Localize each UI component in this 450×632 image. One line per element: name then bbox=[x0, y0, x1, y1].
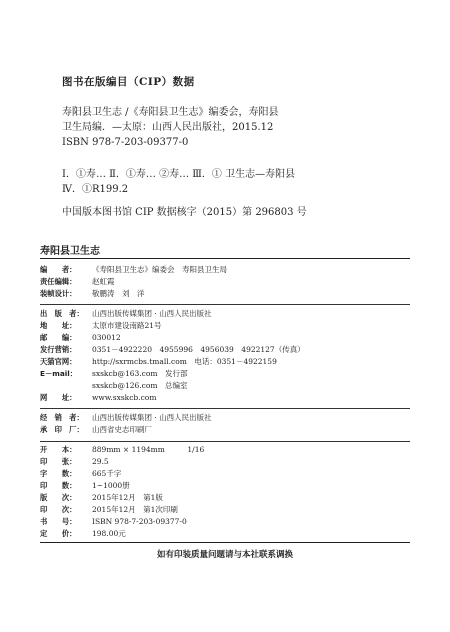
publisher-row: 邮 编： 030012 bbox=[40, 333, 121, 342]
spec-row: 书 号： ISBN 978-7-203-09377-0 bbox=[40, 517, 187, 526]
cip-class-line: Ⅰ．①寿… Ⅱ．①寿… ②寿… Ⅲ．① 卫生志—寿阳县 bbox=[62, 169, 296, 180]
spec-row: 版 次： 2015年12月 第1版 bbox=[40, 493, 163, 502]
divider bbox=[40, 441, 410, 442]
specs-section bbox=[40, 444, 420, 540]
cip-class-line: Ⅳ．①R199.2 bbox=[62, 184, 129, 195]
publisher-section bbox=[40, 308, 420, 404]
publisher-row: 出 版 者： 山西出版传媒集团 · 山西人民出版社 bbox=[40, 309, 212, 318]
publisher-row: 发行营销： 0351－4922220 4955996 4956039 4922127（传真） bbox=[40, 345, 305, 354]
quality-notice: 如有印装质量问题请与本社联系调换 bbox=[156, 550, 293, 560]
cip-check-number: 中国版本图书馆 CIP 数据核字（2015）第 296803 号 bbox=[62, 207, 307, 218]
publisher-row: E－mail： sxskcb@163.com 发行部 bbox=[40, 369, 188, 378]
cip-line: 寿阳县卫生志 /《寿阳县卫生志》编委会，寿阳县 bbox=[62, 107, 279, 118]
publisher-row: sxskcb@126.com 总编室 bbox=[92, 381, 188, 390]
spec-row: 开 本： 889mm × 1194mm 1/16 bbox=[40, 445, 205, 454]
credit-row: 编 者： 《寿阳县卫生志》编委会 寿阳县卫生局 bbox=[40, 265, 227, 274]
book-title: 寿阳县卫生志 bbox=[40, 246, 100, 257]
distribution-row: 经 销 者： 山西出版传媒集团 · 山西人民出版社 bbox=[40, 413, 212, 422]
credit-row: 装帧设计： 敬鹏涛 刘 洋 bbox=[40, 289, 145, 298]
divider bbox=[40, 542, 410, 543]
divider bbox=[40, 408, 410, 409]
credits-section bbox=[40, 264, 420, 300]
divider bbox=[40, 258, 410, 259]
spec-row: 印 次： 2015年12月 第1次印刷 bbox=[40, 505, 178, 514]
cip-block bbox=[62, 74, 412, 220]
credit-row: 责任编辑： 赵虹霞 bbox=[40, 277, 115, 286]
publisher-row: 天猫官网： http://sxrmcbs.tmall.com 电话：0351－4922159 bbox=[40, 357, 277, 366]
spec-row: 字 数： 665千字 bbox=[40, 469, 122, 478]
cip-line: 卫生局编．—太原：山西人民出版社，2015.12 bbox=[62, 122, 274, 133]
distribution-row: 承 印 厂： 山西省史志印刷厂 bbox=[40, 425, 152, 434]
distribution-section bbox=[40, 412, 420, 436]
publisher-row: 网 址： www.sxskcb.com bbox=[40, 393, 157, 402]
cip-isbn: ISBN 978-7-203-09377-0 bbox=[62, 137, 189, 148]
divider bbox=[40, 304, 410, 305]
spec-row: 印 数： 1~1000册 bbox=[40, 481, 130, 490]
spec-row: 印 张： 29.5 bbox=[40, 457, 109, 466]
cip-heading: 图书在版编目（CIP）数据 bbox=[62, 76, 195, 88]
publisher-row: 地 址： 太原市建设南路21号 bbox=[40, 321, 162, 330]
spec-row: 定 价： 198.00元 bbox=[40, 529, 126, 538]
